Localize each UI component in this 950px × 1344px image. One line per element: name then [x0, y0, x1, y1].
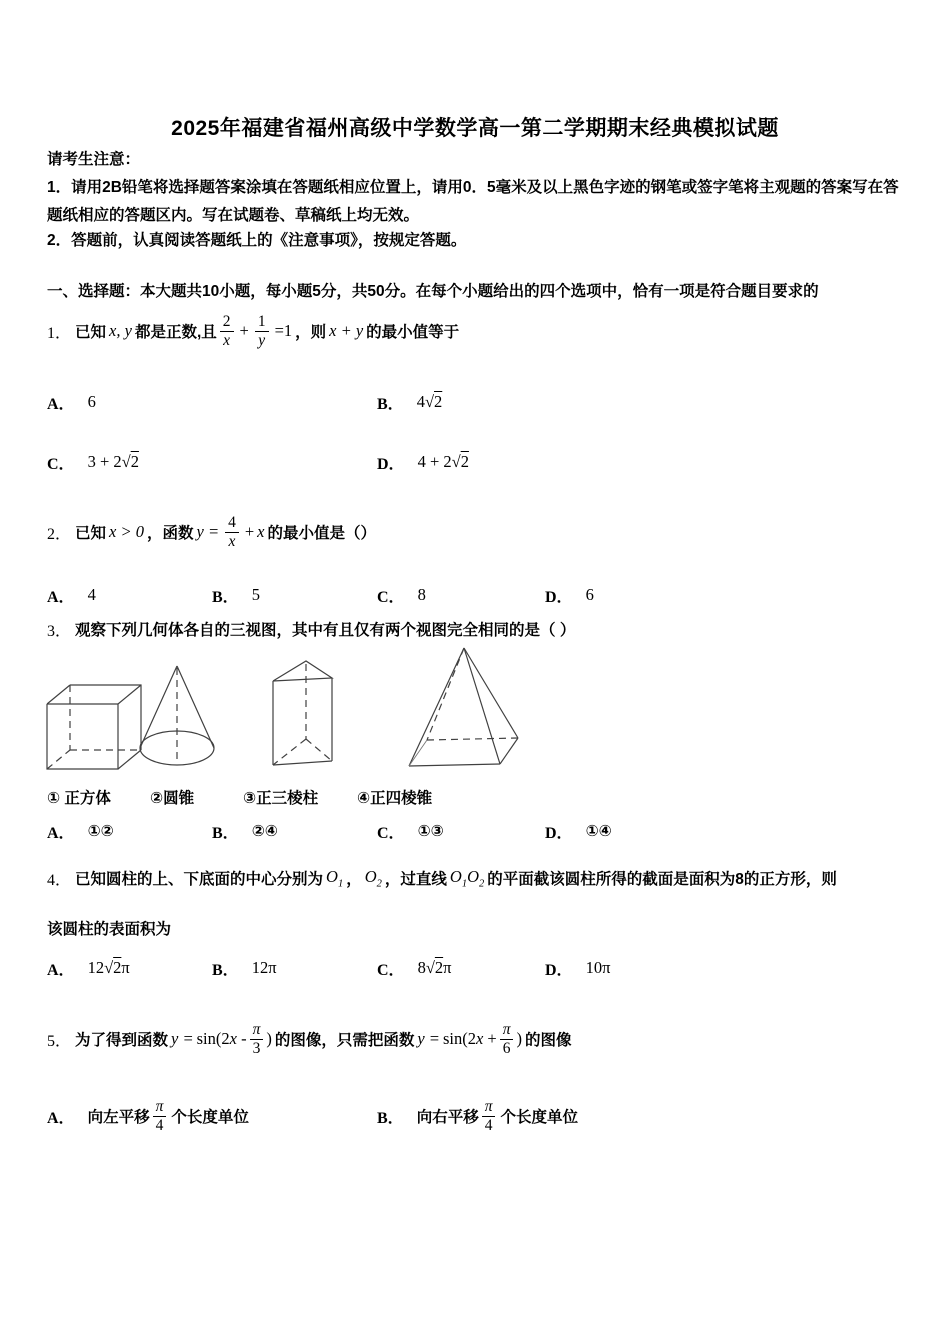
- q4-text: 的平面截该圆柱所得的截面是面积为8的正方形，则: [487, 871, 837, 888]
- cone-figure: [138, 662, 216, 768]
- option-text: 向左平移: [87, 1109, 150, 1126]
- option-value: 4√2: [416, 392, 443, 411]
- question-2-stem: [47, 503, 376, 561]
- question-4-stem: [47, 853, 837, 903]
- option-label: A．: [47, 824, 75, 842]
- q5-text: 的图像: [524, 1032, 572, 1049]
- radical: √2: [451, 452, 469, 471]
- cube-figure: [44, 680, 144, 772]
- radical: √2: [104, 958, 122, 977]
- option-label: A．: [47, 588, 75, 606]
- radical: √2: [424, 392, 443, 411]
- q4-text: ，过直线: [384, 871, 447, 888]
- option-label: B．: [377, 1109, 404, 1127]
- option-label: A．: [47, 961, 75, 979]
- q5-options-row: [0, 1090, 950, 1142]
- q3-option-c: [377, 818, 444, 844]
- q5-func2-sin: sin(2x +: [442, 1029, 497, 1048]
- option-label: D．: [545, 588, 573, 606]
- section-heading: 一、选择题：本大题共10小题，每小题5分，共50分。在每个小题给出的四个选项中，恰有一项是符合题目要求的: [47, 283, 819, 300]
- q5-option-a: [47, 1090, 249, 1142]
- q2-options-row: [0, 582, 950, 608]
- q4-text: 已知圆柱的上、下底面的中心分别为: [75, 871, 324, 888]
- q1-options-row-1: [0, 384, 950, 420]
- q5-func1-sin: sin(2x -: [196, 1029, 247, 1048]
- q1-option-b: [377, 384, 442, 420]
- option-value: 8√2π: [417, 958, 452, 977]
- fraction: $\frac{4}{x}$: [225, 514, 239, 551]
- q2-option-a: [47, 582, 96, 608]
- q2-text: 的最小值是（）: [267, 525, 377, 542]
- q1-option-a: [47, 384, 96, 420]
- option-label: D．: [377, 455, 405, 473]
- fraction: $\frac{\pi}{6}$: [500, 1021, 514, 1058]
- option-label: C．: [377, 588, 405, 606]
- q5-text: 为了得到函数: [75, 1032, 169, 1049]
- option-label: B．: [212, 588, 239, 606]
- q2-condition: x > 0: [109, 522, 144, 541]
- close-paren: ): [516, 1029, 522, 1048]
- q4-option-d: [545, 948, 610, 988]
- option-label: C．: [377, 824, 405, 842]
- option-value: ①③: [417, 822, 444, 840]
- q2-option-c: [377, 582, 426, 608]
- q3-option-b: [212, 818, 278, 844]
- q4-option-b: [212, 948, 277, 988]
- q2-text: 已知: [75, 525, 107, 542]
- q1-option-d: [377, 442, 469, 482]
- q4-options-row: [0, 948, 950, 988]
- option-value: 12π: [251, 958, 277, 977]
- triangular-prism-figure: [269, 657, 335, 769]
- q2-text: ，函数: [147, 525, 194, 542]
- q2-option-b: [212, 582, 260, 608]
- q4-option-a: [47, 948, 130, 988]
- option-value: 4 + 2√2: [417, 452, 469, 471]
- option-value: 3 + 2√2: [87, 452, 139, 471]
- plus-sign: +: [244, 522, 255, 541]
- option-text: 个长度单位: [500, 1109, 578, 1126]
- option-value: ②④: [251, 822, 278, 840]
- caption-cone: ②圆锥: [150, 790, 195, 807]
- option-label: D．: [545, 961, 573, 979]
- caption-pyramid: ④正四棱锥: [357, 790, 433, 807]
- q1-text: ，则: [295, 324, 327, 341]
- q1-option-c: [47, 442, 139, 482]
- fraction: $\frac{\pi}{4}$: [153, 1098, 167, 1135]
- notice-item-1: 1．请用2B铅笔将选择题答案涂填在答题纸相应位置上，请用0．5毫米及以上黑色字迹的钢笔或签字笔将主观题的答案写在答题纸相应的答题区内。写在试题卷、草稿纸上均无效。: [47, 179, 899, 224]
- question-4-stem-line2: 该圆柱的表面积为: [47, 921, 172, 938]
- notice-heading: 请考生注意：: [47, 151, 141, 168]
- option-label: B．: [212, 824, 239, 842]
- q1-text: 的最小值等于: [366, 324, 460, 341]
- q1-text: 都是正数,且: [134, 324, 217, 341]
- q3-number: 3．: [47, 622, 72, 640]
- fraction: $\frac{\pi}{3}$: [250, 1021, 264, 1058]
- center-o2: $O_2$: [364, 866, 382, 890]
- q3-options-row: [0, 818, 950, 844]
- option-value: ①④: [585, 822, 612, 840]
- option-value: 5: [251, 585, 260, 604]
- q5-number: 5．: [47, 1032, 72, 1050]
- center-o1: $O_1$: [326, 866, 344, 890]
- option-label: B．: [377, 395, 404, 413]
- q5-option-b: [377, 1090, 578, 1142]
- figure-captions: [0, 786, 950, 812]
- caption-cube: ① 正方体: [47, 790, 111, 807]
- fraction: $\frac{2}{x}$: [220, 313, 234, 350]
- option-value: 8: [417, 585, 426, 604]
- q3-option-d: [545, 818, 612, 844]
- radical: √2: [425, 958, 444, 977]
- close-paren: ): [266, 1029, 272, 1048]
- option-label: A．: [47, 1109, 75, 1127]
- q5-text: 的图像，只需把函数: [274, 1032, 415, 1049]
- caption-prism: ③正三棱柱: [243, 790, 319, 807]
- option-text: 个长度单位: [171, 1109, 249, 1126]
- option-value: 4: [87, 585, 96, 604]
- q5-func2-lhs: y =: [417, 1029, 440, 1048]
- plus-sign: +: [239, 321, 249, 340]
- q3-text: 观察下列几何体各自的三视图，其中有且仅有两个视图完全相同的是（ ）: [75, 622, 576, 639]
- option-value: 6: [585, 585, 594, 604]
- q1-expr: x + y: [329, 321, 364, 340]
- question-3-stem: [47, 616, 575, 642]
- q1-number: 1．: [47, 324, 72, 342]
- option-label: D．: [545, 824, 573, 842]
- fraction: $\frac{1}{y}$: [255, 313, 269, 350]
- q2-func-lhs: y =: [196, 522, 220, 541]
- option-label: B．: [212, 961, 239, 979]
- option-value: 10π: [585, 958, 611, 977]
- line-o1o2: $O_1O_2$: [449, 866, 485, 890]
- q5-func1-lhs: y =: [171, 1029, 194, 1048]
- question-1-stem: [47, 306, 459, 356]
- q1-options-row-2: [0, 442, 950, 482]
- q1-vars: x, y: [109, 321, 132, 340]
- q4-text: ，: [346, 871, 362, 888]
- option-text: 向右平移: [416, 1109, 479, 1126]
- equals-one: =1: [274, 321, 293, 340]
- q2-var: x: [257, 522, 265, 541]
- question-5-stem: [47, 1010, 572, 1068]
- q3-option-a: [47, 818, 114, 844]
- option-label: C．: [377, 961, 405, 979]
- radical: √2: [121, 452, 139, 471]
- q4-number: 4．: [47, 871, 72, 889]
- option-value: 6: [87, 392, 96, 411]
- notice-item-2: 2．答题前，认真阅读答题纸上的《注意事项》，按规定答题。: [47, 232, 467, 249]
- option-label: A．: [47, 395, 75, 413]
- q2-number: 2．: [47, 525, 72, 543]
- q4-option-c: [377, 948, 451, 988]
- q1-text: 已知: [75, 324, 107, 341]
- q2-option-d: [545, 582, 594, 608]
- option-label: C．: [47, 455, 75, 473]
- option-value: ①②: [87, 822, 114, 840]
- square-pyramid-figure: [397, 641, 521, 771]
- page-title: 2025年福建省福州高级中学数学高一第二学期期末经典模拟试题: [171, 117, 779, 140]
- fraction: $\frac{\pi}{4}$: [482, 1098, 496, 1135]
- option-value: 12√2π: [87, 958, 130, 977]
